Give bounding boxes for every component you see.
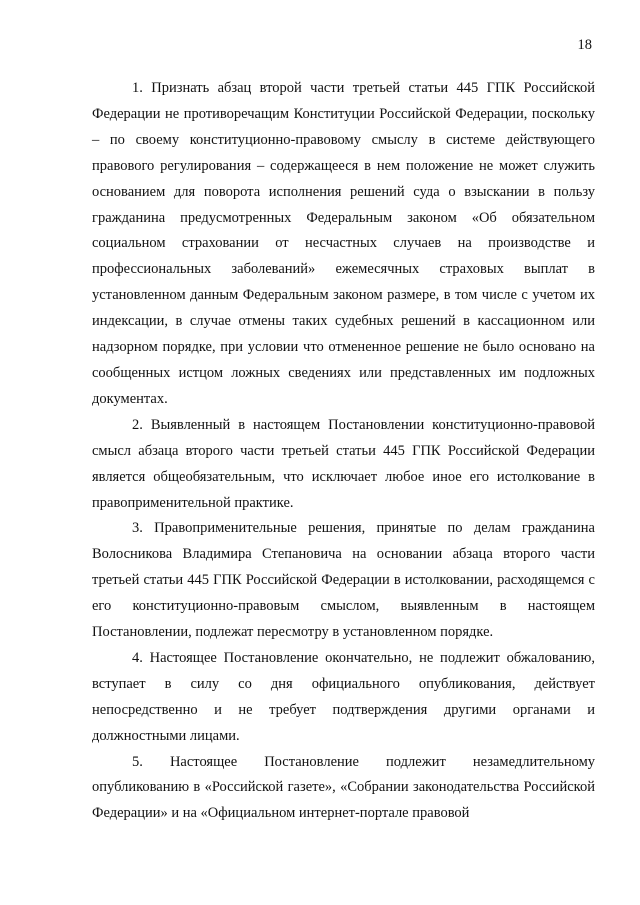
paragraph-1: 1. Признать абзац второй части третьей статьи 445 ГПК Российской Федерации не противоречащим Конституции Российской Федерации, поскольку – по своему конституционно-правовому смыслу в системе действующего правового регулирования – содержащееся в нем положение не может служить основанием для поворота исполнения решений суда о взыскании в пользу гражданина предусмотренных Федеральным законом «Об обязательном социальном страховании от несчастных случаев на производстве и профессиональных заболеваний» ежемесячных страховых выплат в установленном данным Федеральным законом размере, в том числе с учетом их индексации, в случае отмены таких судебных решений в кассационном или надзорном порядке, при условии что отмененное решение не было основано на сообщенных истцом ложных сведениях или представленных им подложных документах. <box>92 80 595 407</box>
paragraph-5: 5. Настоящее Постановление подлежит незамедлительному опубликованию в «Российской газете», «Собрании законодательства Российской Федерации» и на «Официальном интернет-портале правовой <box>92 753 595 822</box>
paragraph-2: 2. Выявленный в настоящем Постановлении конституционно-правовой смысл абзаца второго части третьей статьи 445 ГПК Российской Федерации является общеобязательным, что исключает любое иное его истолкование в правоприменительной практике. <box>92 416 595 511</box>
paragraph-3: 3. Правоприменительные решения, принятые по делам гражданина Волосникова Владимира Степановича на основании абзаца второго части третьей статьи 445 ГПК Российской Федерации в истолковании, расходящемся с его конституционно-правовым смыслом, выявленным в настоящем Постановлении, подлежат пересмотру в установленном порядке. <box>92 520 595 641</box>
document-body <box>92 76 595 827</box>
paragraph-4: 4. Настоящее Постановление окончательно, не подлежит обжалованию, вступает в силу со дня официального опубликования, действует непосредственно и не требует подтверждения другими органами и должностными лицами. <box>92 649 595 744</box>
page-number: 18 <box>577 37 592 53</box>
